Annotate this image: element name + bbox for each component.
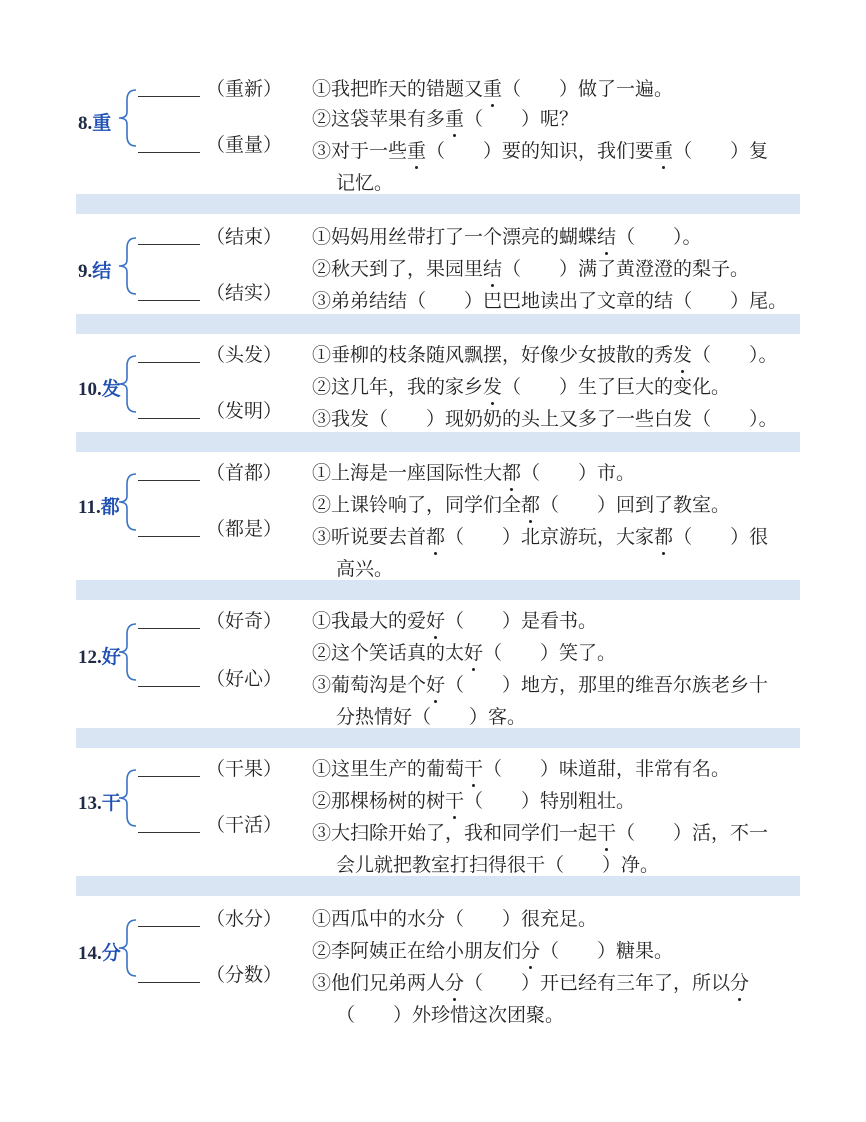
word-hint: （水分） [206, 908, 283, 930]
sentence-line: ③他们兄弟两人分（ ）开已经有三年了，所以分 [312, 968, 749, 995]
dotted-char: 好 [464, 638, 483, 665]
item-char [78, 374, 121, 401]
item-block [0, 752, 866, 880]
dotted-char: 结 [483, 254, 502, 281]
dotted-char: 都 [502, 458, 521, 485]
word-hint: （干果） [206, 758, 283, 780]
sentence-line: ③我发（ ）现奶奶的头上又多了一些白发（ ）。 [312, 404, 778, 431]
answer-blank[interactable] [138, 398, 200, 419]
brace-icon [116, 88, 138, 148]
brace-icon [116, 354, 138, 414]
sentence-line: ②这袋苹果有多重（ ）呢？ [312, 104, 578, 131]
section-divider [76, 432, 800, 452]
item-character: 好 [101, 647, 121, 668]
dotted-char: 结 [654, 286, 673, 313]
sentence-line: ②李阿姨正在给小朋友们分（ ）糖果。 [312, 936, 673, 963]
word-hint: （好心） [206, 668, 283, 690]
sentence-line: ②这个笑话真的太好（ ）笑了。 [312, 638, 616, 665]
dotted-char: 都 [521, 490, 540, 517]
word-hint: （干活） [206, 814, 283, 836]
brace-icon [116, 236, 138, 296]
sentence-line: ③听说要去首都（ ）北京游玩，大家都（ ）很 [312, 522, 768, 549]
item-char [78, 642, 121, 669]
item-block [0, 902, 866, 1030]
sentence-line: ①垂柳的枝条随风飘摆，好像少女披散的秀发（ ）。 [312, 340, 778, 367]
sentence-line: ③大扫除开始了，我和同学们一起干（ ）活，不一 [312, 818, 768, 845]
dotted-char: 结 [597, 222, 616, 249]
item-char [78, 788, 121, 815]
word-hint: （结实） [206, 282, 283, 304]
answer-blank[interactable] [138, 812, 200, 833]
section-divider [76, 194, 800, 214]
brace-icon [116, 918, 138, 978]
sentence-line: 记忆。 [336, 172, 394, 194]
word-hint: （重新） [206, 78, 283, 100]
item-number: 10. [78, 379, 102, 400]
dotted-char: 干 [464, 754, 483, 781]
dotted-char: 结 [369, 286, 388, 313]
dotted-char: 好 [426, 670, 445, 697]
word-hint: （发明） [206, 400, 283, 422]
sentence-line: 高兴。 [336, 558, 394, 580]
dotted-char: 重 [654, 136, 673, 163]
answer-blank[interactable] [138, 756, 200, 777]
word-hint: （好奇） [206, 610, 283, 632]
item-block [0, 604, 866, 732]
section-divider [76, 580, 800, 600]
dotted-char: 分 [445, 968, 464, 995]
word-hint: （重量） [206, 134, 283, 156]
answer-blank[interactable] [138, 342, 200, 363]
dotted-char: 都 [426, 522, 445, 549]
sentence-line: ②上课铃响了，同学们全都（ ）回到了教室。 [312, 490, 730, 517]
dotted-char: 分 [521, 936, 540, 963]
dotted-char: 发 [673, 340, 692, 367]
sentence-line: ①我把昨天的错题又重（ ）做了一遍。 [312, 74, 673, 101]
word-hint: （头发） [206, 344, 283, 366]
brace-icon [116, 768, 138, 828]
sentence-line: ①妈妈用丝带打了一个漂亮的蝴蝶结（ ）。 [312, 222, 702, 249]
item-character: 重 [92, 113, 112, 134]
item-number: 9. [78, 261, 93, 282]
sentence-line: ①我最大的爱好（ ）是看书。 [312, 606, 597, 633]
item-number: 8. [78, 113, 93, 134]
answer-blank[interactable] [138, 132, 200, 153]
answer-blank[interactable] [138, 608, 200, 629]
word-hint: （首都） [206, 462, 283, 484]
sentence-line: ②秋天到了，果园里结（ ）满了黄澄澄的梨子。 [312, 254, 749, 281]
word-hint: （分数） [206, 964, 283, 986]
item-number: 13. [78, 793, 102, 814]
sentence-line: ②那棵杨树的树干（ ）特别粗壮。 [312, 786, 635, 813]
dotted-char: 重 [407, 136, 426, 163]
sentence-line: ①西瓜中的水分（ ）很充足。 [312, 908, 598, 930]
answer-blank[interactable] [138, 76, 200, 97]
brace-icon [116, 472, 138, 532]
dotted-char: 发 [483, 372, 502, 399]
brace-icon [116, 622, 138, 682]
sentence-line: ①这里生产的葡萄干（ ）味道甜，非常有名。 [312, 754, 730, 781]
answer-blank[interactable] [138, 666, 200, 687]
dotted-char: 干 [597, 818, 616, 845]
sentence-line: （ ）外珍惜这次团聚。 [336, 1004, 565, 1026]
word-hint: （结束） [206, 226, 283, 248]
word-hint: （都是） [206, 518, 283, 540]
dotted-char: 干 [526, 850, 545, 877]
item-number: 11. [78, 497, 101, 518]
dotted-char: 分 [730, 968, 749, 995]
dotted-char: 重 [445, 104, 464, 131]
item-block [0, 456, 866, 584]
item-character: 干 [101, 793, 121, 814]
dotted-char: 干 [445, 786, 464, 813]
sentence-line: 分热情好（ ）客。 [336, 702, 526, 729]
sentence-line: ③葡萄沟是个好（ ）地方，那里的维吾尔族老乡十 [312, 670, 768, 697]
item-number: 12. [78, 647, 102, 668]
item-char [78, 938, 121, 965]
section-divider [76, 314, 800, 334]
item-character: 都 [100, 497, 120, 518]
section-divider [76, 728, 800, 748]
sentence-line: 会儿就把教室打扫得很干（ ）净。 [336, 850, 659, 877]
answer-blank[interactable] [138, 516, 200, 537]
sentence-line: ②这几年，我的家乡发（ ）生了巨大的变化。 [312, 372, 730, 399]
sentence-line: ③对于一些重（ ）要的知识，我们要重（ ）复 [312, 136, 768, 163]
dotted-char: 都 [654, 522, 673, 549]
dotted-char: 发 [350, 404, 369, 431]
dotted-char: 好 [426, 606, 445, 633]
section-divider [76, 876, 800, 896]
sentence-line: ①上海是一座国际性大都（ ）市。 [312, 458, 635, 485]
item-char [78, 492, 120, 519]
answer-blank[interactable] [138, 224, 200, 245]
item-number: 14. [78, 943, 102, 964]
item-block [0, 70, 866, 200]
item-character: 分 [101, 943, 121, 964]
item-character: 发 [101, 379, 121, 400]
item-char [78, 108, 111, 135]
answer-blank[interactable] [138, 962, 200, 983]
dotted-char: 发 [673, 404, 692, 431]
answer-blank[interactable] [138, 460, 200, 481]
item-block [0, 340, 866, 436]
dotted-char: 好 [393, 702, 412, 729]
item-char [78, 256, 111, 283]
item-character: 结 [92, 261, 112, 282]
item-block [0, 220, 866, 316]
answer-blank[interactable] [138, 906, 200, 927]
sentence-line: ③弟弟结结（ ）巴巴地读出了文章的结（ ）尾。 [312, 286, 787, 313]
answer-blank[interactable] [138, 280, 200, 301]
dotted-char: 重 [483, 74, 502, 101]
